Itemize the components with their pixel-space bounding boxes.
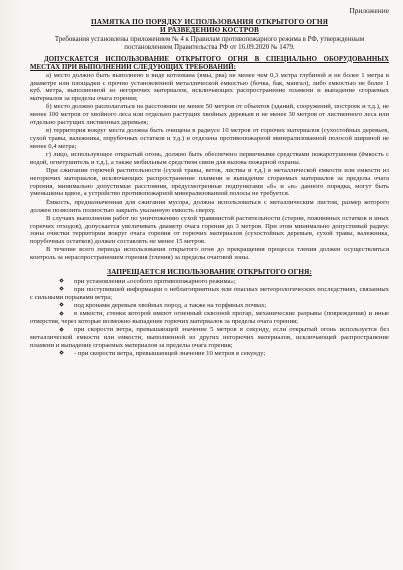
bullet-icon	[59, 279, 63, 283]
section-forbidden-heading: ЗАПРЕЩАЕТСЯ ИСПОЛЬЗОВАНИЕ ОТКРЫТОГО ОГНЯ:	[107, 266, 312, 276]
list-item: в емкости, стенки которой имеют огненный сквозной прогар, механические разрывы (повреждения) и иные отверстия, через которые возможно выпадение горючих материалов за пределы очага горения;	[30, 309, 389, 325]
paragraph: В течение всего периода использования открытого огня до прекращения процесса тления должен осуществляться контроль за нераспространением горения (тления) за пределы очаговой зоны.	[30, 246, 389, 262]
bullet-icon	[59, 327, 63, 331]
appendix-label: Приложение	[349, 6, 389, 15]
section-allowed-heading: ДОПУСКАЕТСЯ ИСПОЛЬЗОВАНИЕ ОТКРЫТОГО ОГНЯ В СПЕЦИАЛЬНО ОБОРУДОВАННЫХ МЕСТАХ ПРИ ВЫПОЛНЕНИИ СЛЕДУЮЩИХ ТРЕБОВАНИЙ:	[30, 55, 389, 71]
paragraph: В случаях выполнения работ по уничтожению сухой травянистой растительности (стерни, пожнивных остатков и иных горючих отходов), допускается увеличивать диаметр очага горения до 3 метров. При этом минимально допустимый радиус зоны очистки территории вокруг очага горения от горючих материалов (сухостойных деревьев, сухой травы, валежника, порубочных остатков) должен составлять не менее 15 метров.	[30, 214, 389, 246]
forbidden-list	[30, 278, 389, 358]
list-item: при установлении «особого противопожарного режима»;	[30, 278, 389, 286]
bullet-icon	[59, 351, 63, 355]
paragraph: а) место должно быть выполнено в виде котлована (ямы, рва) не менее чем 0,3 метра глубиной и не более 1 метра в диаметре или площадки с прочно установленной металлической емкостью (бочка, бак, мангал), либо емкостью не более 1 куб. метра, выполненной из негорючих материалов, исключающих распространение пламени и выпадение сгораемых материалов за пределы очага горения;	[30, 71, 389, 103]
bullet-icon	[59, 303, 63, 307]
paragraph: б) место должно располагаться на расстоянии не менее 50 метров от объектов (зданий, сооружений, построек и т.д.), не менее 100 метров от хвойного леса или отдельно растущих хвойных деревьев и не менее 30 метров от лиственного леса или отдельно растущих лиственных деревьев;	[30, 103, 389, 126]
paragraph: г) лицо, использующее открытый огонь, должно быть обеспечено первичными средствами пожаротушения (ёмкость с водой, огнетушитель и т.д.), а также мобильным средством связи для вызова пожарной охраны.	[30, 151, 389, 166]
bullet-icon	[59, 311, 63, 315]
memo-subtitle: Требования установлены приложением № 4 к Правилам противопожарного режима в РФ, утвержденным постановлением Правительства РФ от 16.09.2020 № 1479.	[54, 35, 365, 51]
memo-title-line2: И РАЗВЕДЕНИЮ КОСТРОВ	[160, 25, 259, 35]
list-item: при скорости ветра, превышающей значение 5 метров в секунду, если открытый огонь используется без металлической емкости или емкости, выполненной из других негорючих материалов, исключающей распространение пламени и выпадение сгораемых материалов за пределы очага горения;	[30, 325, 389, 349]
paragraph: Ёмкость, предназначенная для сжигания мусора, должна использоваться с металлическим листом, размер которого должен позволить полностью закрыть указанную емкость сверху.	[30, 198, 389, 214]
list-item: - при скорости ветра, превышающей значение 10 метров в секунду;	[30, 350, 389, 358]
section-allowed-body	[30, 72, 389, 262]
paragraph: При сжигании горючей растительности (сухой травы, веток, листвы и т.д.) в металлической емкости или емкости из негорючих материалов, исключающих распространение пламени и выпадение сгораемых материалов за пределы очага горения, минимально допустимые расстояния, предусмотренные подпунктами «б» и «в» данного порядка, могут быть уменьшены вдвое, а устройство противопожарной минерализованной полосы не требуется.	[30, 167, 389, 198]
list-item: под кронами деревьев хвойных пород, а также на торфяных почвах;	[30, 302, 389, 310]
paragraph: в) территория вокруг места должна быть очищена в радиусе 10 метров от горючих материалов (сухостойных деревьев, сухой травы, валежника, порубочных остатков и т.д.) и отделена противопожарной минерализованной полосой шириной не менее 0,4 метра;	[30, 127, 389, 150]
bullet-icon	[59, 287, 63, 291]
memo-title-line1: ПАМЯТКА ПО ПОРЯДКУ ИСПОЛЬЗОВАНИЯ ОТКРЫТОГО ОГНЯ	[91, 17, 328, 26]
list-item: при поступившей информации о неблагоприятных или опасных метеорологических последствиях, связанных с сильными порывами ветра;	[30, 285, 389, 301]
